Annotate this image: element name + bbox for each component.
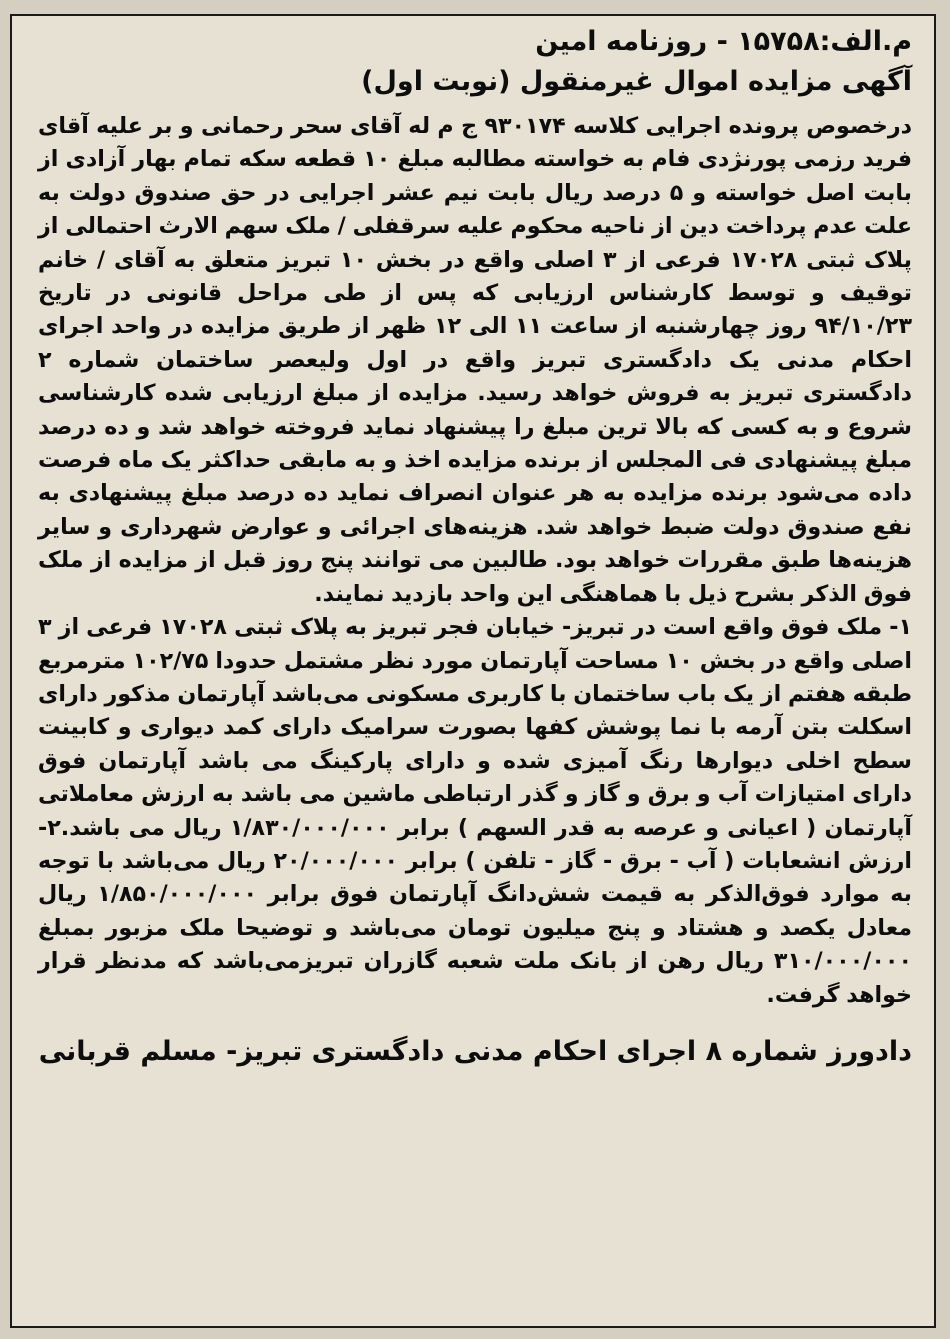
newspaper-clipping	[10, 14, 936, 1328]
body-paragraph-intro: درخصوص پرونده اجرایی کلاسه ۹۳۰۱۷۴ ج م له آقای سحر رحمانی و بر علیه آقای فرید رزمی پورنژدی فام به خواسته مطالبه مبلغ ۱۰ قطعه سکه تمام بهار آزادی از بابت اصل خواسته و ۵ درصد ریال بابت نیم عشر اجرایی در حق صندوق دولت به علت عدم پرداخت دین از ناحیه محکوم علیه سرقفلی / ملک سهم الارث احتمالی از پلاک ثبتی ۱۷۰۲۸ فرعی از ۳ اصلی واقع در بخش ۱۰ تبریز متعلق به آقای / خانم توقیف و توسط کارشناس ارزیابی که پس از طی مراحل قانونی در تاریخ ۹۴/۱۰/۲۳ روز چهارشنبه از ساعت ۱۱ الی ۱۲ ظهر از طریق مزایده در واحد اجرای احکام مدنی یک دادگستری تبریز واقع در اول ولیعصر ساختمان شماره ۲ دادگستری تبریز به فروش خواهد رسید. مزایده از مبلغ ارزیابی شده کارشناسی شروع و به کسی که بالا ترین مبلغ را پیشنهاد نماید فروخته خواهد شد و ده درصد مبلغ پیشنهادی فی المجلس از برنده مزایده اخذ و به مابقی حداکثر یک ماه فرصت داده می‌شود برنده مزایده به هر عنوان انصراف نماید ده درصد مبلغ پیشنهادی به نفع صندوق دولت ضبط خواهد شد. هزینه‌های اجرائی و عوارض شهرداری و سایر هزینه‌ها طبق مقررات خواهد بود. طالبین می توانند پنج روز قبل از مزایده از ملک فوق الذکر بشرح ذیل با هماهنگی این واحد بازدید نمایند.	[38, 113, 913, 607]
signature-line: دادورز شماره ۸ اجرای احکام مدنی دادگستری تبریز- مسلم قربانی	[38, 1035, 912, 1067]
reference-line: م.الف:۱۵۷۵۸ - روزنامه امین	[535, 26, 912, 57]
auction-notice	[12, 16, 934, 1072]
body-paragraph-property: ۱- ملک فوق واقع است در تبریز- خیابان فجر تبریز به پلاک ثبتی ۱۷۰۲۸ فرعی از ۳ اصلی واقع در بخش ۱۰ مساحت آپارتمان مورد نظر مشتمل حدودا ۱۰۲/۷۵ مترمربع طبقه هفتم از یک باب ساختمان با کاربری مسکونی می‌باشد آپارتمان مذکور دارای اسکلت بتن آرمه با نما پوشش کفها بصورت سرامیک دارای کمد دیواری و کابینت سطح اخلی دیوارها رنگ آمیزی شده و دارای پارکینگ می باشد آپارتمان فوق دارای امتیازات آب و برق و گاز و گذر ارتباطی ماشین می باشد به ارزش معاملاتی آپارتمان ( اعیانی و عرصه به قدر السهم ) برابر ۱/۸۳۰/۰۰۰/۰۰۰ ریال می باشد.۲- ارزش انشعابات ( آب - برق - گاز - تلفن ) برابر ۲۰/۰۰۰/۰۰۰ ریال می‌باشد با توجه به موارد فوق‌الذکر به قیمت شش‌دانگ آپارتمان فوق برابر ۱/۸۵۰/۰۰۰/۰۰۰ ریال معادل یکصد و هشتاد و پنج میلیون تومان می‌باشد و توضیحا ملک مزبور بمبلغ ۳۱۰/۰۰۰/۰۰۰ ریال رهن از بانک ملت شعبه گازران تبریزمی‌باشد که مدنظر قرار خواهد گرفت.	[38, 614, 912, 1008]
notice-title: آگهی مزایده اموال غیرمنقول (نوبت اول)	[361, 66, 912, 97]
notice-body	[38, 110, 912, 1012]
